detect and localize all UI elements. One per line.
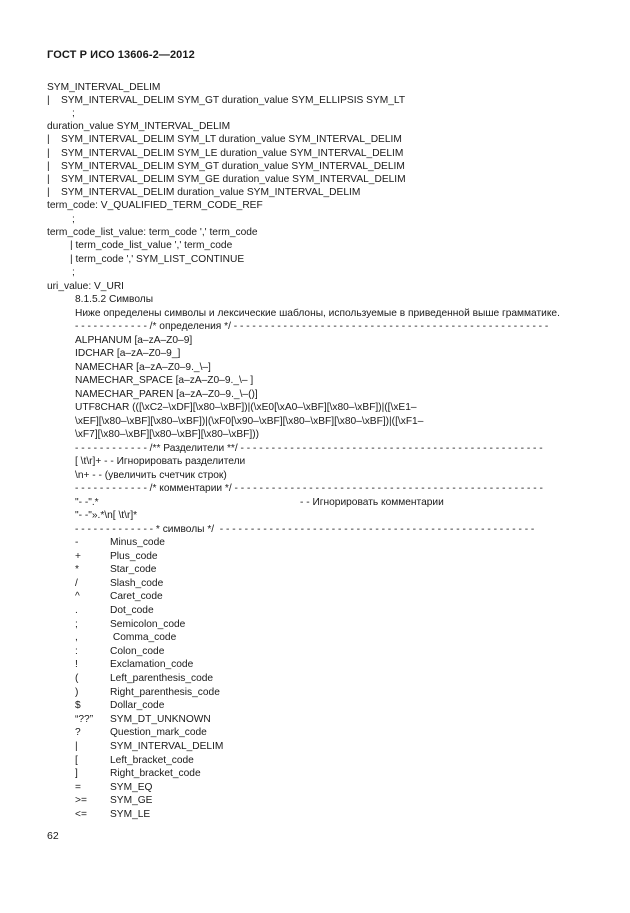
text-line: uri_value: V_URI xyxy=(47,281,125,292)
text-line: 8.1.5.2 Символы xyxy=(75,294,154,305)
symbol-name: Colon_code xyxy=(110,645,165,657)
text-line: ; xyxy=(72,267,75,278)
symbol-name: Caret_code xyxy=(110,591,163,603)
text-line: | SYM_INTERVAL_DELIM duration_value SYM_INTERVAL_DELIM xyxy=(47,187,361,198)
symbol-char: ] xyxy=(75,768,78,780)
symbol-name: Right_bracket_code xyxy=(110,768,201,780)
symbol-char: [ xyxy=(75,754,78,766)
text-line: | SYM_INTERVAL_DELIM SYM_LT duration_value SYM_INTERVAL_DELIM xyxy=(47,134,402,145)
text-line: NAMECHAR_PAREN [a–zA–Z0–9._\–()] xyxy=(75,389,258,400)
symbol-char: * xyxy=(75,564,79,576)
text-line: NAMECHAR_SPACE [a–zA–Z0–9._\– ] xyxy=(75,375,254,386)
text-line: Ниже определены символы и лексические шаблоны, используемые в приведенной выше грамматике. xyxy=(75,308,560,319)
symbol-name: Semicolon_code xyxy=(110,618,186,630)
text-line: term_code: V_QUALIFIED_TERM_CODE_REF xyxy=(47,200,263,211)
symbol-char: | xyxy=(75,741,78,752)
symbol-name: Star_code xyxy=(110,564,157,576)
text-line: | SYM_INTERVAL_DELIM SYM_GT duration_value SYM_INTERVAL_DELIM xyxy=(47,161,405,172)
text-line: | SYM_INTERVAL_DELIM SYM_GE duration_value SYM_INTERVAL_DELIM xyxy=(47,174,406,185)
text-line: - - - - - - - - - - - - /** Разделители **/ - - - - - - - - - - - - - - - - - - - - - - - - - - - - - - - - - - - - - - - - - - - - - - - - - xyxy=(75,443,543,454)
symbol-char: : xyxy=(75,645,78,657)
text-line: - - - - - - - - - - - - /* определения */ - - - - - - - - - - - - - - - - - - - - - - - - - - - - - - - - - - - - - - - - - - - - - - - - - - - xyxy=(75,321,549,332)
text-line: "- -"».*\n[ \t\r]* xyxy=(75,510,138,521)
symbol-char: ? xyxy=(75,727,81,739)
symbol-name: SYM_LE xyxy=(110,809,151,820)
symbol-name: SYM_EQ xyxy=(110,781,153,793)
text-line: "- -".* xyxy=(75,497,99,508)
symbol-name: SYM_DT_UNKNOWN xyxy=(110,713,211,725)
text-line: NAMECHAR [a–zA–Z0–9._\–] xyxy=(75,362,211,373)
symbol-name: Minus_code xyxy=(110,537,165,548)
text-line: [ \t\r]+ - - Игнорировать разделители xyxy=(75,456,246,467)
symbol-name: Exclamation_code xyxy=(110,659,194,671)
symbol-char: ; xyxy=(75,618,78,630)
text-line: term_code_list_value: term_code ',' term_code xyxy=(47,227,258,238)
symbol-char: , xyxy=(75,632,78,644)
text-line: duration_value SYM_INTERVAL_DELIM xyxy=(47,121,231,132)
symbol-name: Comma_code xyxy=(110,632,177,644)
text-line: | term_code ',' SYM_LIST_CONTINUE xyxy=(70,254,245,265)
symbol-char: ! xyxy=(75,659,78,671)
text-line: \xF7][\x80–\xBF][\x80–\xBF][\x80–\xBF])) xyxy=(75,429,260,440)
text-line: \n+ - - (увеличить счетчик строк) xyxy=(75,470,227,481)
text-line: \xEF][\x80–\xBF][\x80–\xBF])|(\xF0[\x90–\xBF][\x80–\xBF][\x80–\xBF])|([\xF1– xyxy=(75,416,424,427)
symbol-char: ^ xyxy=(75,591,80,603)
text-line: - - - - - - - - - - - - /* комментарии */ - - - - - - - - - - - - - - - - - - - - - - - - - - - - - - - - - - - - - - - - - - - - - - - - - - xyxy=(75,483,543,494)
symbol-char: - xyxy=(75,537,79,548)
symbol-name: Left_bracket_code xyxy=(110,754,194,766)
symbol-name: Dollar_code xyxy=(110,700,165,712)
symbol-name: Plus_code xyxy=(110,550,158,562)
text-line: ; xyxy=(72,214,75,225)
symbol-char: . xyxy=(75,605,78,616)
symbol-name: Left_parenthesis_code xyxy=(110,673,214,684)
symbol-char: “??” xyxy=(75,713,94,725)
symbol-char: ( xyxy=(75,673,79,684)
symbol-name: Right_parenthesis_code xyxy=(110,686,220,698)
symbol-char: $ xyxy=(75,700,81,712)
symbol-char: = xyxy=(75,781,81,793)
text-line: SYM_INTERVAL_DELIM xyxy=(47,82,161,93)
text-line: | term_code_list_value ',' term_code xyxy=(70,240,233,251)
symbol-name: Dot_code xyxy=(110,605,154,616)
symbol-char: >= xyxy=(75,795,87,807)
symbol-name: SYM_INTERVAL_DELIM xyxy=(110,741,224,752)
text-line: | SYM_INTERVAL_DELIM SYM_GT duration_value SYM_ELLIPSIS SYM_LT xyxy=(47,95,406,106)
text-line: ALPHANUM [a–zA–Z0–9] xyxy=(75,335,193,346)
symbol-name: Slash_code xyxy=(110,577,164,589)
text-line: | SYM_INTERVAL_DELIM SYM_LE duration_value SYM_INTERVAL_DELIM xyxy=(47,148,404,159)
symbol-char: ) xyxy=(75,686,79,698)
symbol-char: / xyxy=(75,577,78,589)
page-number: 62 xyxy=(47,830,59,842)
symbol-char: + xyxy=(75,550,81,562)
text-line: UTF8CHAR (([\xC2–\xDF][\x80–\xBF])|(\xE0[\xA0–\xBF][\x80–\xBF])|([\xE1– xyxy=(75,402,417,413)
text-line: - - Игнорировать комментарии xyxy=(300,497,444,508)
symbol-char: <= xyxy=(75,809,87,820)
text-line: IDCHAR [a–zA–Z0–9_] xyxy=(75,348,181,359)
symbol-name: Question_mark_code xyxy=(110,727,207,739)
page-header: ГОСТ Р ИСО 13606-2—2012 xyxy=(47,49,195,61)
symbol-name: SYM_GE xyxy=(110,795,153,807)
text-line: ; xyxy=(72,108,75,119)
text-line: - - - - - - - - - - - - - * символы */ - - - - - - - - - - - - - - - - - - - - - - - - - - - - - - - - - - - - - - - - - - - - - - - - - - - xyxy=(75,524,535,535)
